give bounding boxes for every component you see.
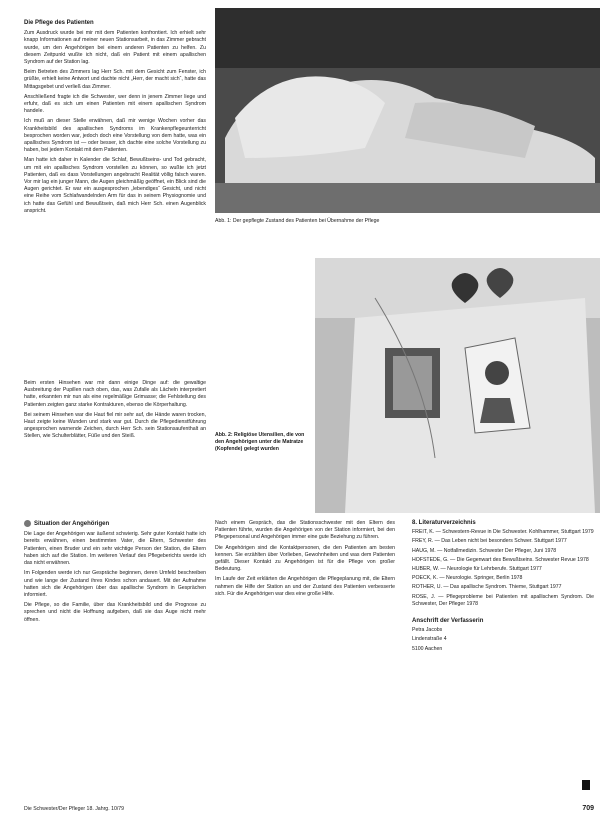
section-bullet-icon [24,520,31,527]
paragraph: Im Folgenden werde ich nur Gespräche beginnen, deren Umfeld beschreiben und wie lange der Zustand ihres Kindes schon andauert. Mit der Aufnahme hatten sich die Angehörigen über das apallische Syndrom in Gesprächen informiert. [24,570,206,598]
paragraph: Beim Betreten des Zimmers lag Herr Sch. mit dem Gesicht zum Fenster, ich grüßte, erhielt keine Antwort und dachte nicht „Herr, der macht sich“, hatte das Mittagsgebet und verließ das Zimmer. [24,69,206,90]
column-left-top [24,20,206,218]
references-heading: 8. Literaturverzeichnis [412,520,476,526]
paragraph: Die Lage der Angehörigen war äußerst schwierig. Sehr guter Kontakt hatte ich bereits erwähnen, einen bestimmten Vater, die Eltern, Schwester des Patienten, einen Bruder und ein sehr wichtige Person der Station, die Eltern haben sich auf die Station. Im weiteren Verlauf des Pflegeberichts werde ich das nicht erwähnen. [24,531,206,567]
column-bottom-2 [215,520,395,601]
figure-caption-2: Abb. 2: Religiöse Utensilien, die von den Angehörigen unter die Matratze (Kopfende) gelegt wurden [215,432,305,452]
paragraph: Man hatte ich daher in Kalender die Schlaf, Bewußtseins- und Tod gebracht, um mit ein apallisches Syndrom vorstellen zu können, so wußte ich jetzt Patienten, daß es dass Vorstellungen angebracht Realität völlig falsch waren. Vor mir lag ein junger Mann, die Augen gleichmäßig geöffnet, ein Blick sind die Augen gerichtet. Er war ein ausgesprochen „lebendiges“ Gesicht, und nicht eine Reihe vom Schlafwandelnden Arm für das in seinem Physiognomie und ich hatte das Gefühl und Bewußtsein, daß mich Herr Sch. einen Augenblick anspricht. [24,157,206,214]
end-mark-icon [582,780,590,790]
address-line: Petra Jacobs [412,627,443,634]
column-left-middle [24,380,206,444]
religious-items-photo [315,258,600,513]
address-heading: Anschrift der Verfasserin [412,618,484,625]
figure-caption-1: Abb. 1: Der gepflegte Zustand des Patienten bei Übernahme der Pflege [215,218,380,224]
paragraph: Bei seinem Hinsehen war die Haut fiel mir sehr auf, die Hände waren trocken, Haut zeigte keine Wunden und stark war gut. Durch die Pflegedienstführung angesprochen warnende Zeichen, durch Herr Sch. sein Stationsaufenthalt an Stellen, wie Schulterblätter, Füße und den Steiß. [24,411,206,440]
reference-item: ROTHER, U. — Das apallische Syndrom. Thieme, Stuttgart 1977 [412,584,562,591]
patient-photo [215,8,600,213]
reference-item: HAUG, M. — Notfallmedizin. Schwester Der Pfleger, Juni 1978 [412,547,557,554]
reference-item: ROSE, J. — Pflegeprobleme bei Patienten mit apallischem Syndrom. Die Schwester, Der Pfleger 1978 [412,593,594,607]
section-heading [24,520,206,528]
column-bottom-1 [24,520,206,627]
section-heading: Die Pflege des Patienten [24,20,94,26]
address-line: Lindenstraße 4 [412,636,447,643]
reference-item: HOFSTEDE, G. — Die Gegenwart des Bewußtseins. Schwester Revue 1978 [412,556,589,563]
patient-photo-drawing [215,8,600,213]
paragraph: Im Laufe der Zeit erklärten die Angehörigen die Pflegeplanung mit, die Eltern nahmen die Hilfe der Station an und der Zustand des Patienten verbesserte sich. Für die Angehörigen war dies eine große Hilfe. [215,576,395,597]
reference-item: FREY, R. — Das Leben nicht bei besonders Schwer. Stuttgart 1977 [412,538,567,545]
address-line: 5100 Aachen [412,645,443,652]
paragraph: Zum Ausdruck wurde bei mir mit dem Patienten konfrontiert. Ich erhielt sehr knapp Informationen auf meiner neuen Stationsarbeit, in das Zimmer gebracht wurde, um den Angehörigen bei einem anderen Patienten zu helfen. Zu diesem Zeitpunkt wußte ich nicht, daß ein Patient mit einem apallischen Syndrom auf der Station lag. [24,30,206,66]
paragraph: Ich muß an dieser Stelle erwähnen, daß mir wenige Wochen vorher das Krankheitsbild des apallischen Syndroms im Krankenpflegeunterricht besprochen worden war, jedoch doch eine Vorstellung von dem hatte, was ein apallisches Syndrom ist — oder besser, ich dachte eine solche Vorstellung zu haben, bei jedem Kontakt mit dem Patienten. [24,118,206,154]
paragraph: Anschließend fragte ich die Schwester, wer denn in jenem Zimmer liege und erfuhr, daß es sich um einen Patienten mit einem apallischen Syndrom handele. [24,93,206,115]
paragraph: Die Angehörigen sind die Kontaktpersonen, die den Patienten am besten kennen. Sie erzählten über Vorlieben, Gewohnheiten und was dem Patienten gefällt. Dieser Kontakt zu Angehörigen ist für die Pflege von großer Bedeutung. [215,544,395,573]
reference-item: FREIT, K. — Schwestern-Revue in Die Schwester. Kohlhammer, Stuttgart 1979 [412,529,594,536]
references-column [412,520,594,655]
religious-items-drawing [315,258,600,513]
journal-citation: Die Schwester/Der Pfleger 18. Jahrg. 10/79 [24,806,125,812]
paragraph: Beim ersten Hinsehen war mir dann einige Dinge auf: die gewaltige Ausbreitung der Pupillen nach oben, das, was Zufalle als Lächeln interpretiert hatte, erkannten mir nun als eine regelmäßige Grimasse; die Fehlstellung des Patienten zeigten ganz starke Kontrakturen, ebenso die Körperhaltung. [24,380,206,408]
reference-item: HUBER, W. — Neurologie für Lehrberufe. Stuttgart 1977 [412,566,542,573]
section-heading-text: Situation der Angehörigen [34,521,110,528]
reference-item: POECK, K. — Neurologie. Springer, Berlin 1978 [412,575,523,582]
page-number: 709 [582,805,594,812]
paragraph: Die Pflege, so die Familie, über das Krankheitsbild und die Prognose zu sprechen und nicht die Hoffnung aufgeben, daß sie das Auge nicht mehr öffnen. [24,602,206,623]
paragraph: Nach einem Gespräch, das die Stationsschwester mit den Eltern des Patienten führte, wurden die Angehörigen von der Station informiert, bei den Pflegepersonal und Angehörigen immer eine gute Beziehung zu führen. [215,520,395,541]
